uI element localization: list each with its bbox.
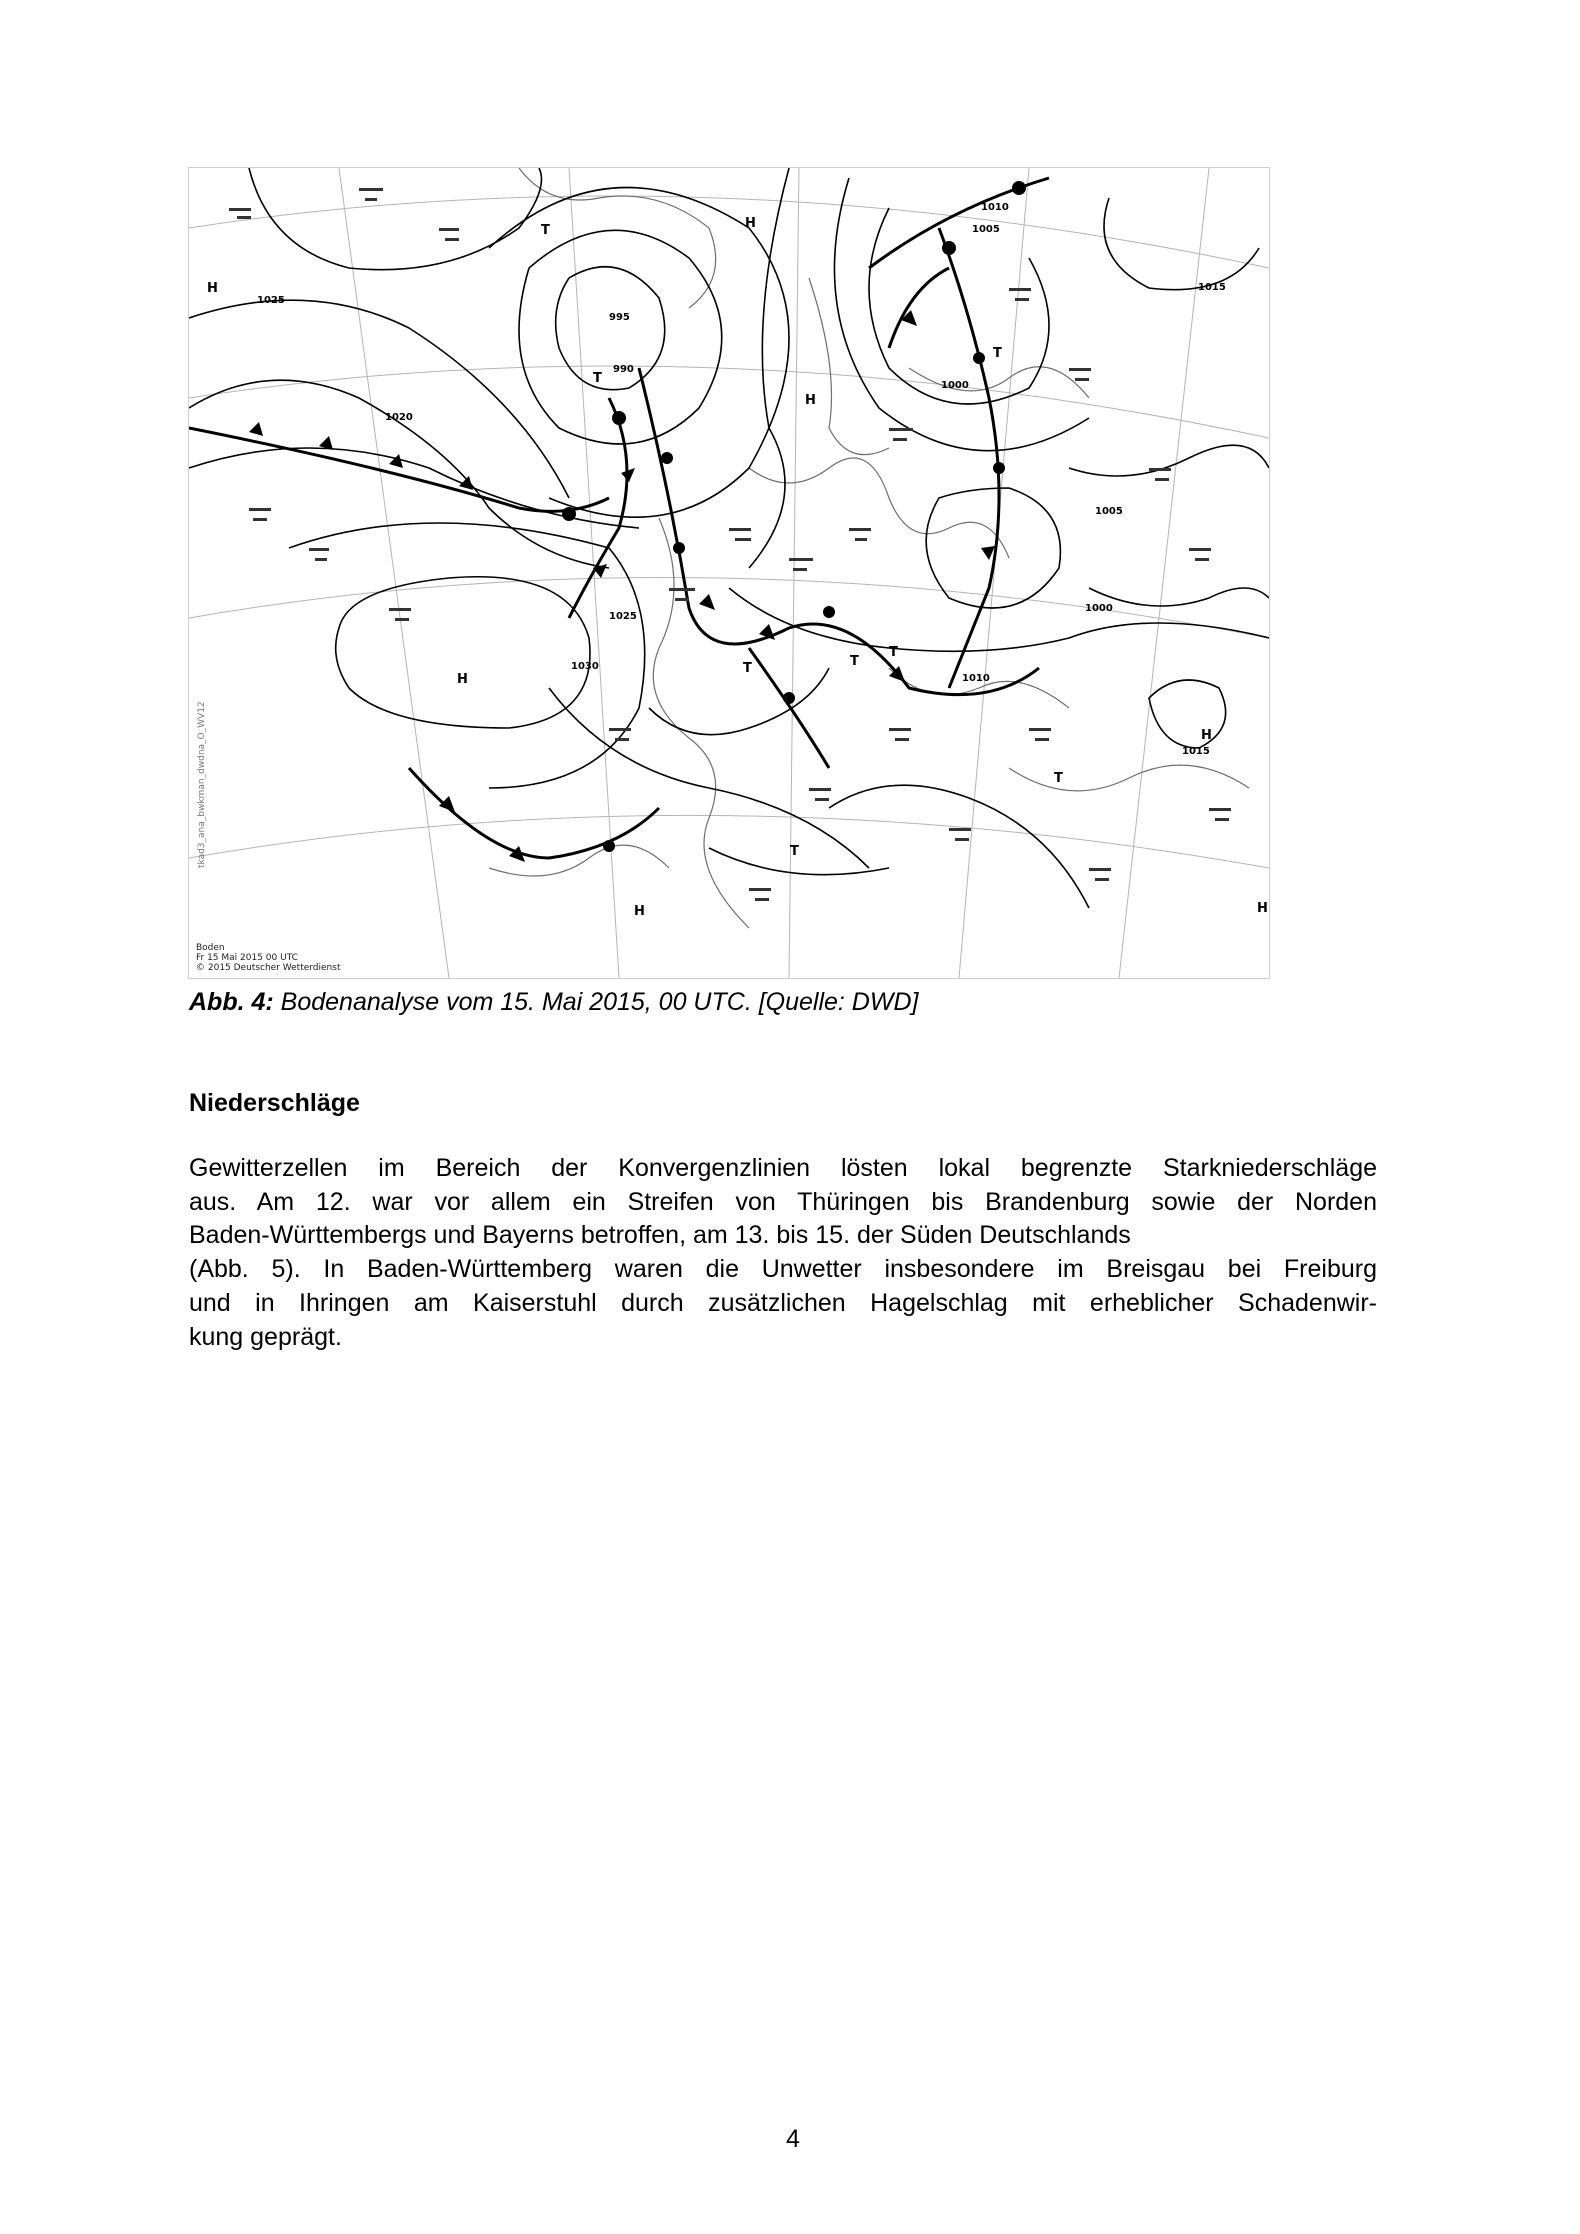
map-credit [193, 942, 343, 974]
high-pressure-label: H [634, 904, 645, 919]
paragraph-line: kung geprägt. [189, 1322, 342, 1351]
paragraph-line: Gewitterzellen im Bereich der Konvergenzlinien lösten lokal begrenzte Starkniederschläge [189, 1154, 1377, 1182]
pressure-label: 1020 [385, 412, 413, 423]
paragraph-line: aus. Am 12. war vor allem ein Streifen von Thüringen bis Brandenburg sowie der Norden [189, 1187, 1377, 1216]
pressure-label: 1025 [257, 295, 285, 306]
low-pressure-label: T [743, 661, 752, 676]
low-pressure-label: T [790, 844, 799, 859]
low-pressure-label: T [850, 654, 859, 669]
map-credit-line: Fr 15 Mai 2015 00 UTC [196, 953, 298, 963]
pressure-label: 1000 [1085, 603, 1113, 614]
high-pressure-label: H [457, 672, 468, 687]
pressure-label: 1005 [1095, 506, 1123, 517]
low-pressure-label: T [541, 223, 550, 238]
map-credit-line: Boden [196, 943, 225, 953]
pressure-label: 1015 [1182, 746, 1210, 757]
high-pressure-label: H [207, 281, 218, 296]
section-paragraph [189, 1152, 1377, 1354]
high-pressure-label: H [1201, 728, 1212, 743]
pressure-label: 995 [609, 312, 630, 323]
high-pressure-label: H [1257, 901, 1268, 916]
low-pressure-label: T [593, 371, 602, 386]
weather-map-graphic [189, 168, 1269, 978]
section-heading: Niederschläge [189, 1089, 360, 1117]
map-credit-line: © 2015 Deutscher Wetterdienst [196, 963, 341, 973]
pressure-label: 1015 [1198, 282, 1226, 293]
paragraph-line: und in Ihringen am Kaiserstuhl durch zusätzlichen Hagelschlag mit erheblicher Schadenwir- [189, 1288, 1377, 1317]
pressure-label: 1010 [962, 673, 990, 684]
caption-text: Bodenanalyse vom 15. Mai 2015, 00 UTC. [Quelle: DWD] [273, 988, 919, 1016]
map-isobars [189, 168, 1269, 908]
pressure-label: 1005 [972, 224, 1000, 235]
high-pressure-label: H [745, 216, 756, 231]
map-file-id: tkad3_ana_bwkman_dwdna_O_WV12 [197, 701, 207, 868]
map-fronts [189, 178, 1049, 858]
pressure-label: 990 [613, 364, 634, 375]
paragraph-line: (Abb. 5). In Baden-Württemberg waren die Unwetter insbesondere im Breisgau bei Freiburg [189, 1255, 1377, 1284]
high-pressure-label: H [805, 393, 816, 408]
figure-caption [189, 988, 918, 1017]
paragraph-line: Baden-Württembergs und Bayerns betroffen, am 13. bis 15. der Süden Deutschlands [189, 1221, 1131, 1250]
page-number: 4 [786, 2125, 800, 2153]
low-pressure-label: T [889, 645, 898, 660]
pressure-label: 1000 [941, 380, 969, 391]
map-station-plots [229, 188, 1231, 901]
map-front-symbols [249, 181, 1026, 862]
low-pressure-label: T [1054, 771, 1063, 786]
pressure-label: 1030 [571, 661, 599, 672]
low-pressure-label: T [993, 346, 1002, 361]
surface-analysis-map [188, 167, 1270, 979]
pressure-label: 1025 [609, 611, 637, 622]
pressure-label: 1010 [981, 202, 1009, 213]
caption-label: Abb. 4: [189, 988, 274, 1016]
